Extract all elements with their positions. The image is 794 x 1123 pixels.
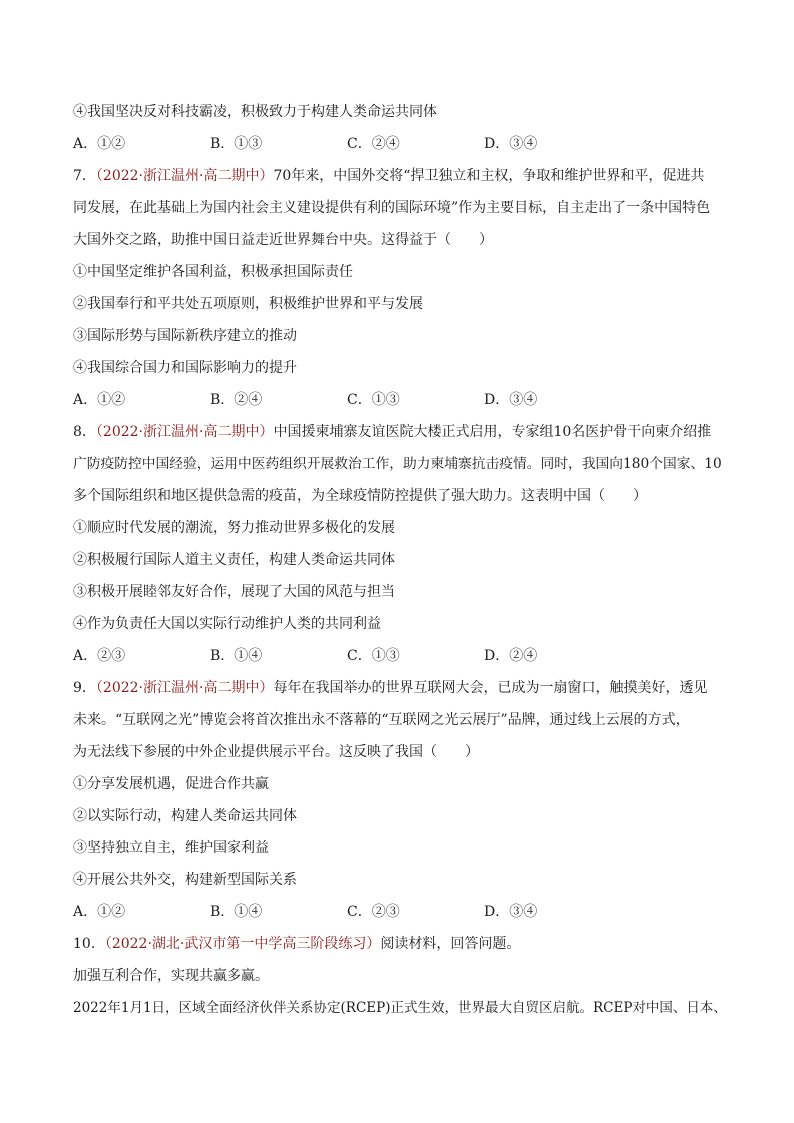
q8-text-1: 中国援柬埔寨友谊医院大楼正式启用，专家组10名医护骨干向柬介绍推 [273,424,712,440]
q10-number: 10． [73,936,105,952]
q7-choice-c: C．①③ [347,392,400,408]
q7-choice-a: A．①② [73,392,126,408]
q9-option-1: ①分享发展机遇，促进合作共赢 [73,776,269,792]
q8-number: 8． [73,424,96,440]
q8-choice-a: A．②③ [73,648,126,664]
q9-choice-b: B．①④ [210,904,263,920]
q7-choice-b: B．②④ [210,392,263,408]
q8-source: （2022·浙江温州·高二期中） [95,424,274,440]
exam-page [73,96,733,1024]
q10-material-text: 2022年1月1日，区域全面经济伙伴关系协定(RCEP)正式生效，世界最大自贸区启航。RCEP对中国、日本、 [73,1000,727,1016]
q8-option-3: ③积极开展睦邻友好合作，展现了大国的风范与担当 [73,584,395,600]
q7-stem-line-3: 大国外交之路，助推中国日益走近世界舞台中央。这得益于（ ） [73,232,493,248]
q9-source: （2022·浙江温州·高二期中） [95,680,274,696]
q6-choice-c: C．②④ [347,136,400,152]
q7-stem-line-2: 同发展，在此基础上为国内社会主义建设提供有利的国际环境”作为主要目标，自主走出了一条中国特色 [73,200,711,216]
q6-choice-a: A．①② [73,136,126,152]
q9-choice-a: A．①② [73,904,126,920]
q8-option-4: ④作为负责任大国以实际行动维护人类的共同利益 [73,616,381,632]
q8-stem-line-3: 多个国际组织和地区提供急需的疫苗，为全球疫情防控提供了强大助力。这表明中国（ ） [73,488,647,504]
q9-number: 9． [73,680,96,696]
q10-material-heading: 加强互利合作，实现共赢多赢。 [73,968,269,984]
q10-source: （2022·湖北·武汉市第一中学高三阶段练习） [104,936,381,952]
q10-stem-line-1 [73,928,733,960]
q7-choice-d: D．③④ [484,392,538,408]
q7-option-3: ③国际形势与国际新秩序建立的推动 [73,328,297,344]
q9-stem-line-2: 未来。“互联网之光”博览会将首次推出永不落幕的“互联网之光云展厅”品牌，通过线上云展的方式， [73,712,690,728]
q9-option-4: ④开展公共外交，构建新型国际关系 [73,872,297,888]
q9-choice-c: C．②③ [347,904,400,920]
q8-choice-b: B．①④ [210,648,263,664]
q6-choice-d: D．③④ [484,136,538,152]
q8-choice-d: D．②④ [484,648,538,664]
q7-text-1: 70年来，中国外交将“捍卫独立和主权，争取和维护世界和平，促进共 [273,168,705,184]
q8-option-2: ②积极履行国际人道主义责任，构建人类命运共同体 [73,552,395,568]
q9-option-3: ③坚持独立自主，维护国家利益 [73,840,269,856]
q7-choices [73,384,733,416]
q9-text-1: 每年在我国举办的世界互联网大会，已成为一扇窗口，触摸美好，透见 [273,680,708,696]
q8-option-1: ①顺应时代发展的潮流，努力推动世界多极化的发展 [73,520,395,536]
q10-text-1: 阅读材料，回答问题。 [380,936,521,952]
q9-stem-line-1 [73,672,733,704]
q7-option-1: ①中国坚定维护各国利益，积极承担国际责任 [73,264,353,280]
q6-option-4: ④我国坚决反对科技霸凌，积极致力于构建人类命运共同体 [73,104,437,120]
q8-choices [73,640,733,672]
q7-stem-line-1 [73,160,733,192]
q7-option-4: ④我国综合国力和国际影响力的提升 [73,360,297,376]
q7-source: （2022·浙江温州·高二期中） [95,168,274,184]
q8-stem-line-1 [73,416,733,448]
q8-stem-line-2: 广防疫防控中国经验，运用中医药组织开展救治工作，助力柬埔寨抗击疫情。同时，我国向180个国家、10 [73,456,722,472]
q9-choice-d: D．③④ [484,904,538,920]
q6-choice-b: B．①③ [210,136,263,152]
q6-choices [73,128,733,160]
q7-option-2: ②我国奉行和平共处五项原则，积极维护世界和平与发展 [73,296,423,312]
q9-option-2: ②以实际行动，构建人类命运共同体 [73,808,297,824]
q7-number: 7． [73,168,96,184]
q9-choices [73,896,733,928]
q8-choice-c: C．①③ [347,648,400,664]
q9-stem-line-3: 为无法线下参展的中外企业提供展示平台。这反映了我国（ ） [73,744,479,760]
